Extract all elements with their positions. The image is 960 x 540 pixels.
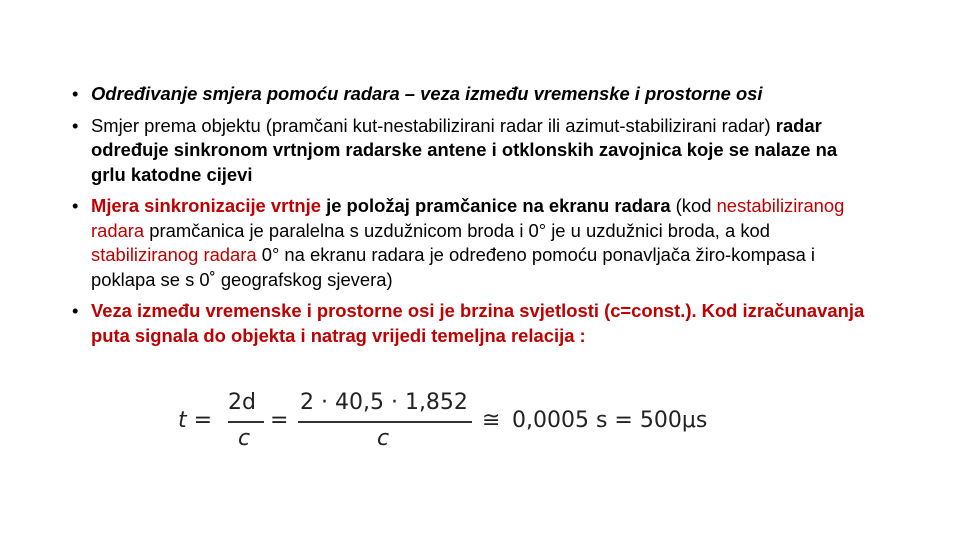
- formula-lhs: t =: [178, 408, 213, 433]
- formula-numerator-2: 2 · 40,5 · 1,852: [300, 390, 468, 415]
- formula-approx: ≅: [482, 408, 501, 433]
- formula-result: 0,0005 s = 500μs: [512, 408, 708, 433]
- bullet-3-text-red-1: nestabiliziranog radara: [91, 195, 845, 241]
- bullet-item-3: [72, 194, 872, 292]
- bullet-item-1: [72, 82, 872, 107]
- bullet-3-text-plain-1: (kod: [670, 195, 717, 216]
- formula-equals: =: [270, 408, 289, 433]
- bullet-dot: •: [72, 114, 79, 136]
- bullet-item-4: [72, 299, 872, 348]
- formula-numerator-1: 2d: [228, 390, 256, 415]
- formula-denominator-1: c: [238, 426, 251, 451]
- bullet-3-text-plain-2: pramčanica je paralelna s uzdužnicom broda i 0° je u uzdužnici broda, a kod: [144, 219, 771, 241]
- fraction-bar-1: [228, 421, 264, 423]
- bullet-3-text-red-bold: Mjera sinkronizacije vrtnje: [91, 195, 321, 216]
- bullet-2-text-bold: radar određuje sinkronom vrtnjom radarske antene i otklonskih zavojnica koje se nalaze na grlu katodne cijevi: [91, 114, 838, 185]
- bullet-4-text: Veza između vremenske i prostorne osi je brzina svjetlosti (c=const.). Kod izračunavanja puta signala do objekta i natrag vrijedi temeljna relacija :: [91, 300, 865, 346]
- bullet-1-text: Određivanje smjera pomoću radara – veza između vremenske i prostorne osi: [91, 83, 763, 104]
- bullet-dot: •: [72, 83, 79, 104]
- bullet-3-text-plain-3: 0° na ekranu radara je određeno pomoću ponavljača žiro-kompasa i poklapa se s 0˚ geografskog sjevera): [91, 244, 815, 290]
- bullet-dot: •: [72, 195, 79, 216]
- bullet-list: [72, 82, 872, 355]
- bullet-2-text-plain: Smjer prema objektu (pramčani kut-nestabilizirani radar ili azimut-stabilizirani radar): [91, 114, 776, 136]
- bullet-item-2: [72, 114, 872, 188]
- formula-denominator-2: c: [377, 426, 390, 451]
- formula: [178, 386, 738, 456]
- bullet-dot: •: [72, 300, 79, 321]
- fraction-bar-2: [298, 421, 472, 423]
- bullet-3-text-red-2: stabiliziranog radara: [91, 244, 257, 265]
- bullet-3-text-bold: je položaj pramčanice na ekranu radara: [320, 195, 671, 216]
